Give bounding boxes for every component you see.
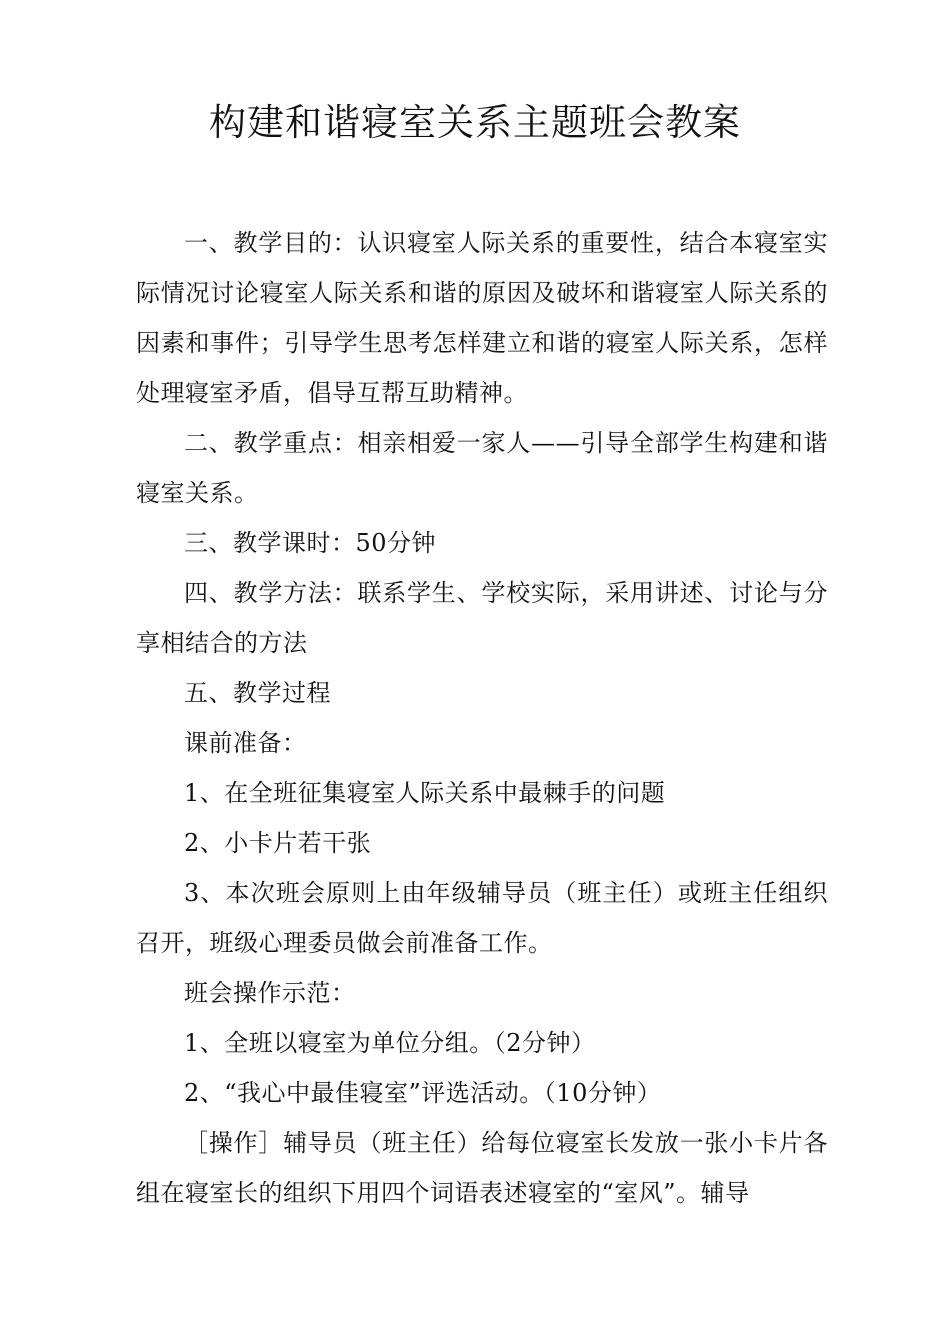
paragraph-demo-item-1: 1、全班以寝室为单位分组。（2分钟） <box>184 1029 596 1057</box>
document-body <box>136 218 828 1218</box>
paragraph-class-hours: 三、教学课时：50分钟 <box>184 529 437 557</box>
paragraph-demo-heading: 班会操作示范： <box>184 979 356 1007</box>
paragraph-teaching-process: 五、教学过程 <box>184 679 331 707</box>
paragraph-operation: ［操作］辅导员（班主任）给每位寝室长发放一张小卡片各组在寝室长的组织下用四个词语表述寝室的“室风”。辅导 <box>136 1129 828 1207</box>
paragraph-preparation-item-2: 2、小卡片若干张 <box>184 829 372 857</box>
paragraph-preparation-item-3: 3、本次班会原则上由年级辅导员（班主任）或班主任组织召开，班级心理委员做会前准备工作。 <box>136 879 828 957</box>
paragraph-teaching-method: 四、教学方法：联系学生、学校实际，采用讲述、讨论与分享相结合的方法 <box>136 579 828 657</box>
paragraph-teaching-focus: 二、教学重点：相亲相爱一家人——引导全部学生构建和谐寝室关系。 <box>136 429 828 507</box>
paragraph-preparation-item-1: 1、在全班征集寝室人际关系中最棘手的问题 <box>184 779 666 807</box>
paragraph-demo-item-2: 2、“我心中最佳寝室”评选活动。（10分钟） <box>184 1079 662 1107</box>
paragraph-preparation-heading: 课前准备： <box>184 729 307 757</box>
paragraph-teaching-goal: 一、教学目的：认识寝室人际关系的重要性，结合本寝室实际情况讨论寝室人际关系和谐的原因及破坏和谐寝室人际关系的因素和事件；引导学生思考怎样建立和谐的寝室人际关系，怎样处理寝室矛盾，倡导互帮互助精神。 <box>136 229 828 407</box>
document-title: 构建和谐寝室关系主题班会教案 <box>209 101 741 144</box>
